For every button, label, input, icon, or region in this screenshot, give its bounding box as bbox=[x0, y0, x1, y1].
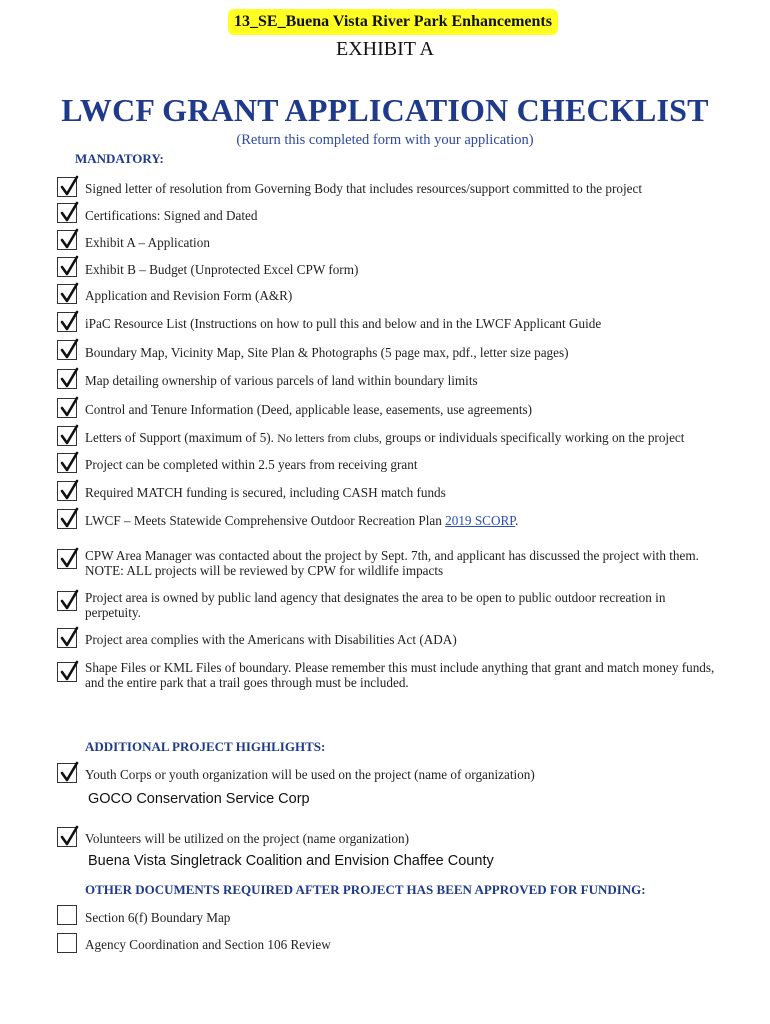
checklist-item-label: LWCF – Meets Statewide Comprehensive Outdoor Recreation Plan 2019 SCORP. bbox=[85, 513, 519, 528]
checklist-item-label: iPaC Resource List (Instructions on how to pull this and below and in the LWCF Applicant Guide bbox=[85, 316, 602, 331]
scorp-link[interactable]: 2019 SCORP bbox=[445, 513, 516, 528]
mandatory-checkbox[interactable] bbox=[57, 340, 77, 360]
checklist-item-label: Certifications: Signed and Dated bbox=[85, 208, 258, 223]
exhibit-label: EXHIBIT A bbox=[336, 38, 434, 60]
checklist-item-label: CPW Area Manager was contacted about the project by Sept. 7th, and applicant has discussed the project with them. NOTE: ALL projects will be reviewed by CPW for wildlife impacts bbox=[85, 548, 699, 578]
checklist-item-label: Signed letter of resolution from Governing Body that includes resources/support committed to the project bbox=[85, 181, 643, 196]
mandatory-checkbox[interactable] bbox=[57, 398, 77, 418]
organization-answer: GOCO Conservation Service Corp bbox=[88, 791, 310, 807]
mandatory-checkbox[interactable] bbox=[57, 177, 77, 197]
checklist-item-label: Boundary Map, Vicinity Map, Site Plan & Photographs (5 page max, pdf., letter size pages) bbox=[85, 345, 569, 360]
post-approval-checkbox[interactable] bbox=[57, 905, 77, 925]
mandatory-checkbox[interactable] bbox=[57, 628, 77, 648]
checklist-item-label: Section 6(f) Boundary Map bbox=[85, 910, 231, 925]
mandatory-checkbox[interactable] bbox=[57, 257, 77, 277]
checklist-item-label: Exhibit A – Application bbox=[85, 235, 210, 250]
checklist-item-label: Exhibit B – Budget (Unprotected Excel CPW form) bbox=[85, 262, 359, 277]
mandatory-checkbox[interactable] bbox=[57, 203, 77, 223]
checklist-item-label: Application and Revision Form (A&R) bbox=[85, 288, 293, 303]
mandatory-checkbox[interactable] bbox=[57, 662, 77, 682]
mandatory-checkbox[interactable] bbox=[57, 549, 77, 569]
post-approval-checkbox[interactable] bbox=[57, 933, 77, 953]
organization-answer: Buena Vista Singletrack Coalition and Envision Chaffee County bbox=[88, 853, 494, 869]
checklist-item-label: Volunteers will be utilized on the project (name organization) bbox=[85, 831, 409, 846]
checklist-item-label: Project area complies with the Americans with Disabilities Act (ADA) bbox=[85, 632, 457, 647]
mandatory-checkbox[interactable] bbox=[57, 453, 77, 473]
mandatory-heading: MANDATORY: bbox=[75, 151, 164, 166]
checklist-item-label: Control and Tenure Information (Deed, applicable lease, easements, use agreements) bbox=[85, 402, 533, 417]
highlight-checkbox[interactable] bbox=[57, 827, 77, 847]
mandatory-checkbox[interactable] bbox=[57, 509, 77, 529]
mandatory-checkbox[interactable] bbox=[57, 591, 77, 611]
checklist-item-label: Shape Files or KML Files of boundary. Please remember this must include anything that grant and match money funds, and the entire park that a trail goes through must be included. bbox=[85, 660, 715, 690]
checklist-item-label: Agency Coordination and Section 106 Review bbox=[85, 937, 331, 952]
project-name-highlight: 13_SE_Buena Vista River Park Enhancements bbox=[228, 9, 558, 35]
mandatory-checkbox[interactable] bbox=[57, 284, 77, 304]
page-subtitle: (Return this completed form with your application) bbox=[236, 132, 534, 148]
page-title: LWCF GRANT APPLICATION CHECKLIST bbox=[61, 92, 709, 128]
checklist-item-label: Required MATCH funding is secured, including CASH match funds bbox=[85, 485, 446, 500]
other-docs-heading: OTHER DOCUMENTS REQUIRED AFTER PROJECT HAS BEEN APPROVED FOR FUNDING: bbox=[85, 882, 646, 897]
mandatory-checkbox[interactable] bbox=[57, 481, 77, 501]
highlight-checkbox[interactable] bbox=[57, 763, 77, 783]
checklist-item-label: Map detailing ownership of various parcels of land within boundary limits bbox=[85, 373, 478, 388]
additional-heading: ADDITIONAL PROJECT HIGHLIGHTS: bbox=[85, 739, 326, 754]
mandatory-checkbox[interactable] bbox=[57, 369, 77, 389]
item-note: No letters from clubs, bbox=[277, 431, 382, 445]
mandatory-checkbox[interactable] bbox=[57, 230, 77, 250]
checklist-item-label: Project area is owned by public land agency that designates the area to be open to public outdoor recreation in perpetuity. bbox=[85, 590, 666, 620]
mandatory-checkbox[interactable] bbox=[57, 312, 77, 332]
checklist-item-label: Letters of Support (maximum of 5). No letters from clubs, groups or individuals specifically working on the project bbox=[85, 430, 685, 445]
checklist-item-label: Project can be completed within 2.5 years from receiving grant bbox=[85, 457, 418, 472]
mandatory-checkbox[interactable] bbox=[57, 426, 77, 446]
checklist-item-label: Youth Corps or youth organization will be used on the project (name of organization) bbox=[85, 767, 535, 782]
